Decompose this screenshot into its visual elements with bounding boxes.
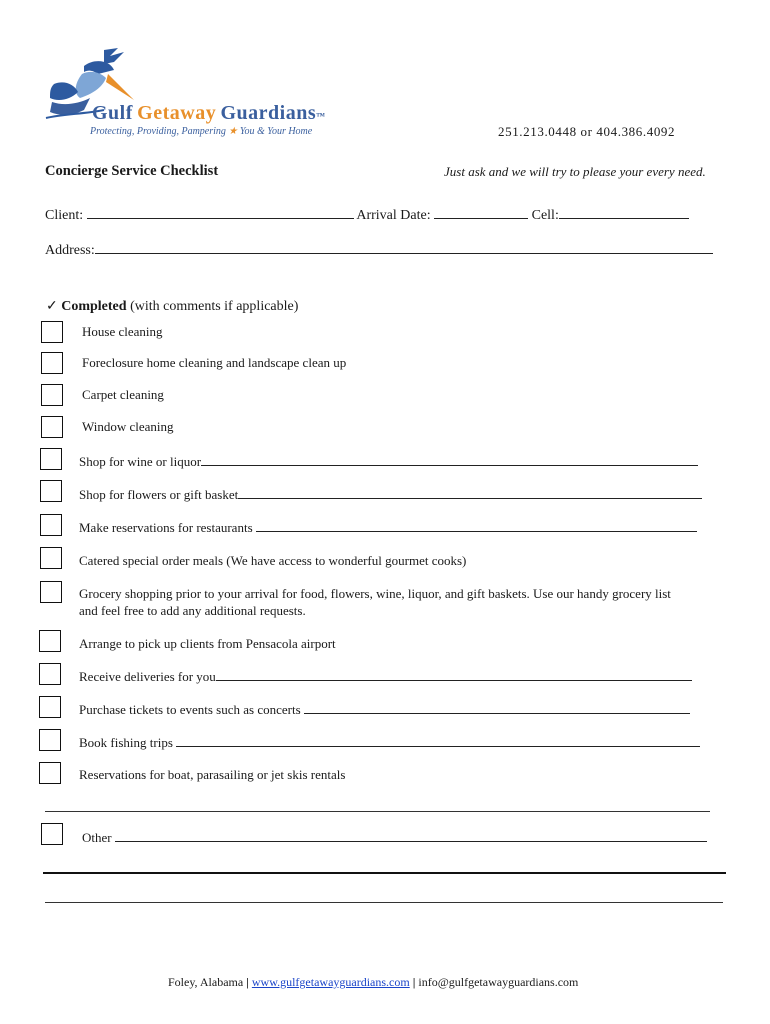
checkbox-grocery-shopping[interactable]	[40, 581, 62, 603]
footer-email[interactable]: info@gulfgetawayguardians.com	[418, 975, 579, 989]
item-flowers-gift: Shop for flowers or gift basket	[79, 486, 702, 503]
other-field[interactable]	[115, 829, 707, 842]
address-row	[45, 240, 713, 259]
restaurant-reservations-field[interactable]	[256, 519, 697, 532]
item-fishing-trips: Book fishing trips	[79, 734, 700, 751]
company-logo	[44, 44, 326, 140]
fishing-trips-field[interactable]	[176, 734, 700, 747]
item-house-cleaning: House cleaning	[82, 324, 163, 339]
checkbox-wine-liquor[interactable]	[40, 448, 62, 470]
website-link[interactable]: www.gulfgetawayguardians.com	[251, 975, 410, 989]
cell-field[interactable]	[559, 205, 689, 219]
item-airport-pickup: Arrange to pick up clients from Pensacola airport	[79, 636, 336, 651]
arrival-date-label: Arrival Date:	[356, 208, 431, 223]
item-other: Other	[82, 829, 707, 846]
checkbox-house-cleaning[interactable]	[41, 321, 63, 343]
checkbox-fishing-trips[interactable]	[39, 729, 61, 751]
brand-tagline: Protecting, Providing, Pampering ★ You & Your Home	[90, 126, 313, 137]
wine-liquor-field[interactable]	[201, 453, 698, 466]
client-label: Client:	[45, 208, 84, 223]
blank-line[interactable]	[45, 811, 710, 812]
checkbox-boat-rentals[interactable]	[39, 762, 61, 784]
item-foreclosure-cleaning: Foreclosure home cleaning and landscape clean up	[82, 355, 347, 370]
item-window-cleaning: Window cleaning	[82, 419, 174, 434]
blank-line-bottom[interactable]	[45, 902, 723, 903]
checkbox-purchase-tickets[interactable]	[39, 696, 61, 718]
phone-numbers: 251.213.0448 or 404.386.4092	[498, 124, 676, 139]
cell-label: Cell:	[531, 208, 559, 223]
checkbox-receive-deliveries[interactable]	[39, 663, 61, 685]
item-wine-liquor: Shop for wine or liquor	[79, 453, 698, 470]
address-label: Address:	[45, 243, 95, 258]
checkbox-airport-pickup[interactable]	[39, 630, 61, 652]
completed-heading: ✓ Completed (with comments if applicable)	[46, 299, 299, 314]
arrival-date-field[interactable]	[434, 205, 528, 219]
checkbox-window-cleaning[interactable]	[41, 416, 63, 438]
client-row	[45, 205, 689, 224]
checkbox-carpet-cleaning[interactable]	[41, 384, 63, 406]
item-restaurant-reservations: Make reservations for restaurants	[79, 519, 697, 536]
item-grocery-shopping-cont: and feel free to add any additional requests.	[79, 603, 306, 618]
slogan: Just ask and we will try to please your every need.	[444, 164, 706, 179]
item-boat-rentals: Reservations for boat, parasailing or jet skis rentals	[79, 767, 346, 782]
client-field[interactable]	[87, 205, 354, 219]
star-icon: ★	[228, 126, 238, 137]
checkbox-other[interactable]	[41, 823, 63, 845]
item-receive-deliveries: Receive deliveries for you	[79, 668, 692, 685]
footer-location: Foley, Alabama	[168, 975, 244, 989]
checkbox-foreclosure-cleaning[interactable]	[41, 352, 63, 374]
checkbox-catered-meals[interactable]	[40, 547, 62, 569]
check-mark-icon: ✓	[46, 299, 58, 314]
flowers-gift-field[interactable]	[238, 486, 702, 499]
divider-thick	[43, 872, 726, 874]
checkbox-restaurant-reservations[interactable]	[40, 514, 62, 536]
item-catered-meals: Catered special order meals (We have access to wonderful gourmet cooks)	[79, 553, 467, 568]
receive-deliveries-field[interactable]	[216, 668, 692, 681]
brand-name: Gulf Getaway Guardians™	[92, 102, 326, 124]
item-purchase-tickets: Purchase tickets to events such as concerts	[79, 701, 690, 718]
purchase-tickets-field[interactable]	[304, 701, 690, 714]
footer: Foley, Alabama | www.gulfgetawayguardians.com | info@gulfgetawayguardians.com	[168, 975, 579, 989]
page-title: Concierge Service Checklist	[45, 163, 219, 179]
address-field[interactable]	[95, 240, 713, 254]
item-grocery-shopping: Grocery shopping prior to your arrival for food, flowers, wine, liquor, and gift baskets. Use our handy grocery list	[79, 586, 671, 601]
checkbox-flowers-gift[interactable]	[40, 480, 62, 502]
item-carpet-cleaning: Carpet cleaning	[82, 387, 164, 402]
